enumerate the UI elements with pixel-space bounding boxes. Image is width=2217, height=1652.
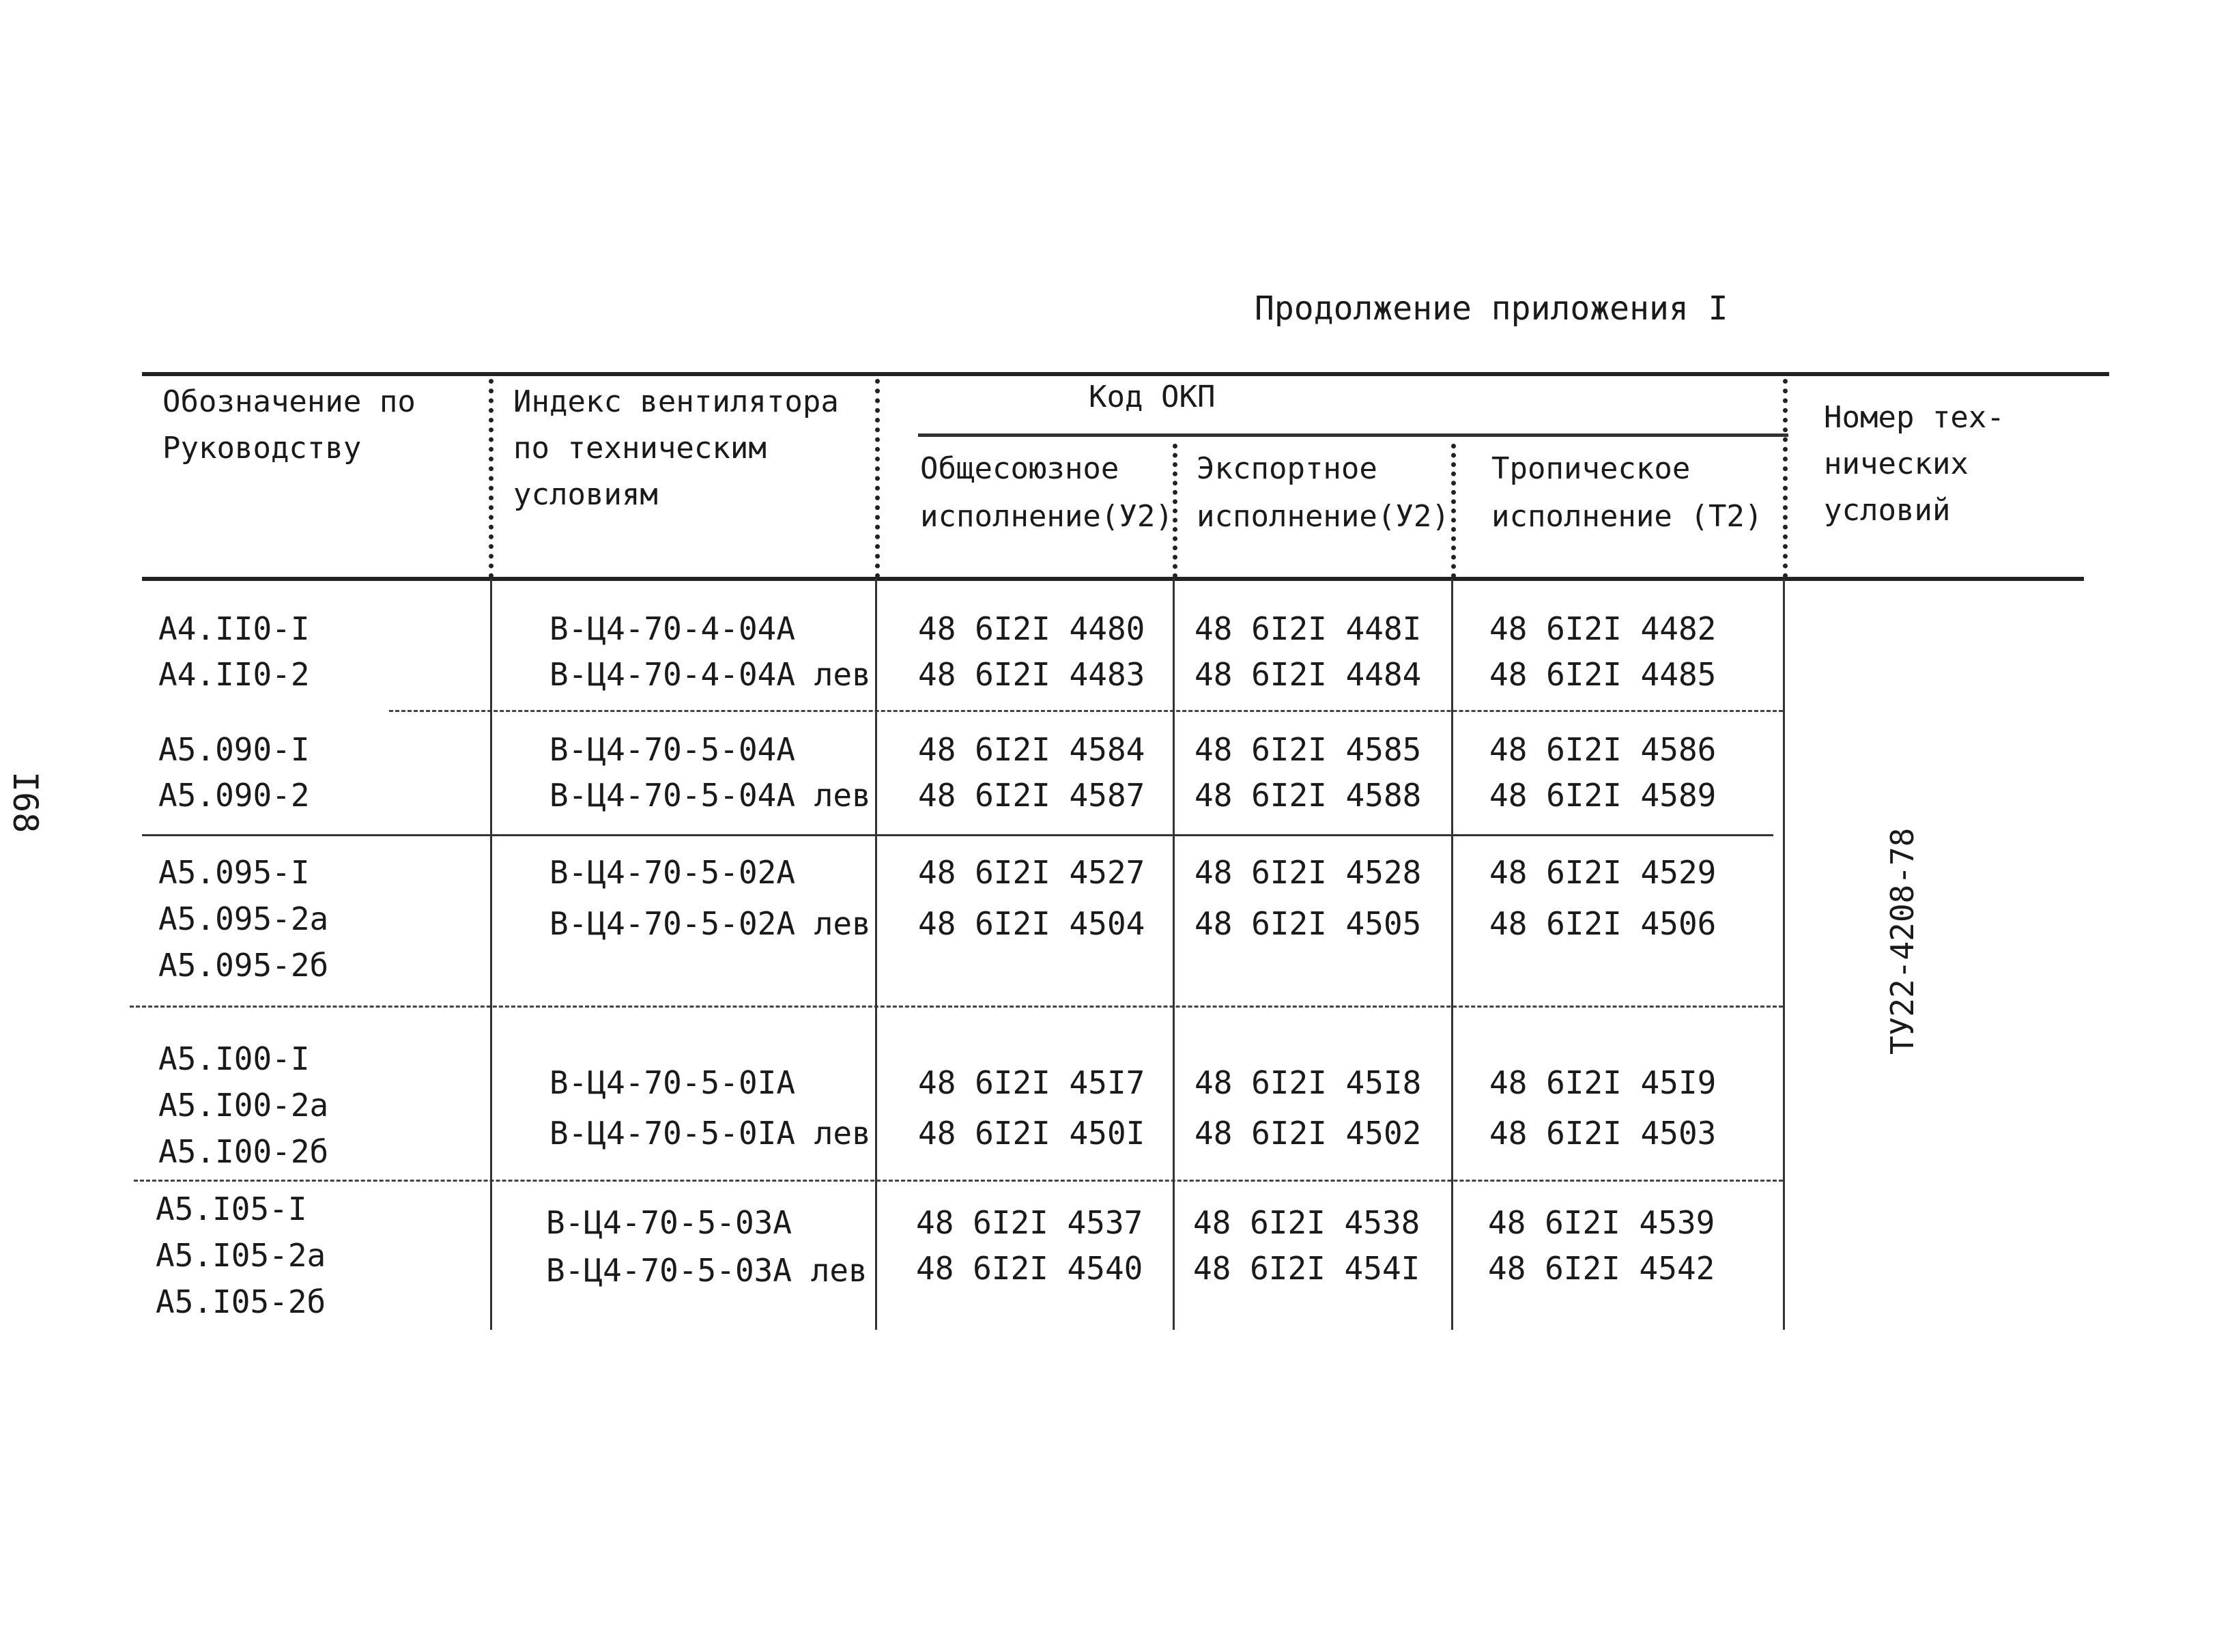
designation-cell: А4.II0-I [158, 610, 310, 647]
okp-tropical-cell: 48 6I2I 45I9 [1489, 1064, 1717, 1101]
header-designation-line2: Руководству [162, 431, 362, 466]
designation-cell: А4.II0-2 [158, 656, 310, 693]
header-bottom-border [142, 577, 2084, 581]
row-divider-2 [142, 834, 1773, 836]
continuation-title: Продолжение приложения I [1255, 289, 1728, 328]
fan-index-cell: В-Ц4-70-5-0IА [549, 1064, 796, 1101]
header-tropical-line2: исполнение (Т2) [1491, 499, 1763, 534]
body-divider-4 [1451, 579, 1453, 1330]
body-divider-3 [1173, 579, 1175, 1330]
okp-union-cell: 48 6I2I 4483 [918, 656, 1145, 693]
fan-index-cell: В-Ц4-70-5-03А лев [546, 1252, 868, 1289]
designation-cell: А5.I05-2б [156, 1283, 326, 1320]
okp-union-cell: 48 6I2I 450I [918, 1115, 1145, 1152]
okp-tropical-cell: 48 6I2I 4485 [1489, 656, 1717, 693]
designation-cell: А5.095-2а [158, 900, 329, 937]
designation-cell: А5.I05-2а [156, 1237, 326, 1274]
designation-cell: А5.I00-2б [158, 1133, 329, 1170]
okp-export-cell: 48 6I2I 448I [1195, 610, 1422, 647]
designation-cell: А5.090-I [158, 731, 310, 768]
fan-index-cell: В-Ц4-70-5-02А лев [549, 905, 871, 942]
okp-export-cell: 48 6I2I 4505 [1195, 905, 1422, 942]
body-divider-1 [490, 579, 492, 1330]
body-divider-5 [1783, 579, 1785, 1330]
okp-union-cell: 48 6I2I 4480 [918, 610, 1145, 647]
header-divider-5 [1783, 379, 1788, 578]
designation-cell: А5.I00-2а [158, 1087, 329, 1124]
okp-tropical-cell: 48 6I2I 4539 [1488, 1204, 1715, 1241]
okp-tropical-cell: 48 6I2I 4503 [1489, 1115, 1717, 1152]
okp-union-cell: 48 6I2I 4540 [916, 1250, 1143, 1287]
tech-conditions-value: ТУ22-4208-78 [1884, 827, 1921, 1055]
header-union-line2: исполнение(У2) [920, 499, 1173, 534]
header-tech-conditions-line2: нических [1824, 446, 1969, 481]
row-divider-3 [130, 1006, 1783, 1008]
okp-export-cell: 48 6I2I 4528 [1195, 854, 1422, 891]
header-divider-3 [1173, 444, 1177, 578]
okp-export-cell: 48 6I2I 454I [1193, 1250, 1420, 1287]
fan-index-cell: В-Ц4-70-4-04А лев [549, 656, 871, 693]
fan-index-cell: В-Ц4-70-5-04А лев [549, 777, 871, 814]
designation-cell: А5.090-2 [158, 777, 310, 814]
header-divider-1 [489, 379, 494, 578]
okp-tropical-cell: 48 6I2I 4506 [1489, 905, 1717, 942]
header-fan-index-line1: Индекс вентилятора [513, 384, 839, 419]
fan-index-cell: В-Ц4-70-4-04А [549, 610, 796, 647]
designation-cell: А5.095-I [158, 854, 310, 891]
row-divider-4 [134, 1180, 1783, 1182]
okp-tropical-cell: 48 6I2I 4586 [1489, 731, 1717, 768]
fan-index-cell: В-Ц4-70-5-04А [549, 731, 796, 768]
header-fan-index-line3: условиям [513, 477, 658, 512]
okp-export-cell: 48 6I2I 4585 [1195, 731, 1422, 768]
fan-index-cell: В-Ц4-70-5-02А [549, 854, 796, 891]
okp-export-cell: 48 6I2I 4538 [1193, 1204, 1420, 1241]
header-export-line1: Экспортное [1197, 451, 1377, 486]
okp-export-cell: 48 6I2I 4502 [1195, 1115, 1422, 1152]
table-top-border [142, 372, 2109, 376]
okp-union-cell: 48 6I2I 4504 [918, 905, 1145, 942]
okp-tropical-cell: 48 6I2I 4529 [1489, 854, 1717, 891]
designation-cell: А5.I00-I [158, 1040, 310, 1077]
header-divider-2 [875, 379, 880, 578]
fan-index-cell: В-Ц4-70-5-0IА лев [549, 1115, 871, 1152]
header-tech-conditions-line3: условий [1824, 493, 1951, 528]
body-divider-2 [875, 579, 877, 1330]
okp-tropical-cell: 48 6I2I 4589 [1489, 777, 1717, 814]
header-export-line2: исполнение(У2) [1197, 499, 1450, 534]
okp-export-cell: 48 6I2I 4484 [1195, 656, 1422, 693]
header-designation-line1: Обозначение по [162, 384, 416, 419]
okp-tropical-cell: 48 6I2I 4542 [1488, 1250, 1715, 1287]
okp-union-cell: 48 6I2I 45I7 [918, 1064, 1145, 1101]
designation-cell: А5.I05-I [156, 1191, 307, 1227]
page-number: I68 [5, 771, 45, 834]
okp-union-cell: 48 6I2I 4537 [916, 1204, 1143, 1241]
header-fan-index-line2: по техническим [513, 431, 767, 466]
header-okp-code: Код ОКП [1089, 380, 1216, 414]
header-union-line1: Общесоюзное [920, 451, 1119, 486]
designation-cell: А5.095-2б [158, 947, 329, 984]
fan-index-cell: В-Ц4-70-5-03А [546, 1204, 792, 1241]
okp-union-cell: 48 6I2I 4527 [918, 854, 1145, 891]
okp-export-cell: 48 6I2I 45I8 [1195, 1064, 1422, 1101]
okp-union-cell: 48 6I2I 4584 [918, 731, 1145, 768]
header-divider-4 [1451, 444, 1456, 578]
okp-union-cell: 48 6I2I 4587 [918, 777, 1145, 814]
okp-tropical-cell: 48 6I2I 4482 [1489, 610, 1717, 647]
header-tech-conditions-line1: Номер тех- [1824, 400, 2005, 435]
okp-export-cell: 48 6I2I 4588 [1195, 777, 1422, 814]
okp-subheader-line [918, 433, 1788, 437]
header-tropical-line1: Тропическое [1491, 451, 1691, 486]
row-divider-1 [389, 710, 1783, 712]
